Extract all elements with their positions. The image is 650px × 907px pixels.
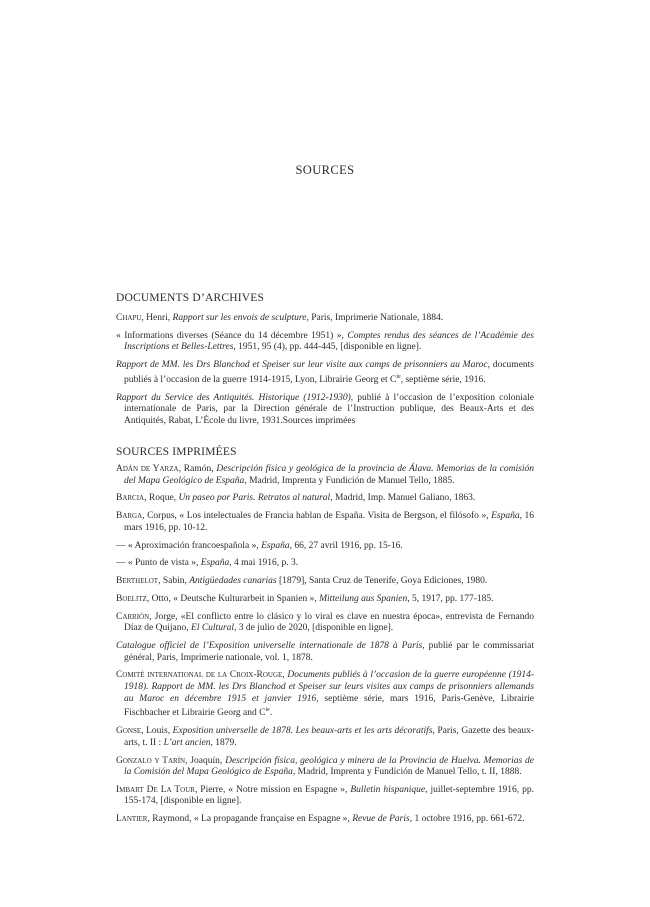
bibliography-entry	[116, 612, 534, 635]
entry-text-run: Descripción física, geológica y minera de la Provincia de Huelva. Memorias de la Comisión del Mapa Geológico de España	[124, 755, 534, 778]
entry-author: Gonse	[116, 726, 142, 737]
bibliography-entry	[116, 493, 534, 505]
entry-text-run: Rapport du Service des Antiquités. Historique (1912-1930)	[116, 392, 351, 403]
bibliography-entry	[116, 331, 534, 354]
bibliography-entry	[116, 313, 534, 325]
entry-author: Berthelot	[116, 576, 159, 587]
entry-text-run: , septième série, 1916.	[400, 374, 486, 385]
entry-text-run: , Louis,	[141, 726, 173, 737]
entry-author: Barga	[116, 511, 143, 522]
printed-sources-entry-list	[116, 464, 534, 832]
entry-author: Boelitz	[116, 593, 147, 604]
entry-text-run: ie	[265, 707, 270, 714]
entry-text-run: , Joaquín,	[185, 755, 226, 766]
entry-text-run: , Pierre, « Notre mission en Espagne »,	[194, 784, 351, 795]
entry-author: Adán de Yarza	[116, 464, 179, 474]
entry-text-run: — « Aproximación francoespañola »,	[116, 540, 262, 551]
entry-text-run: — « Punto de vista »,	[116, 558, 201, 569]
section-heading-printed-sources: SOURCES IMPRIMÉES	[116, 446, 237, 458]
bibliography-entry	[116, 594, 534, 606]
entry-text-run: , Ramón,	[178, 464, 217, 474]
bibliography-entry	[116, 670, 534, 720]
bibliography-entry	[116, 511, 534, 534]
bibliography-entry	[116, 541, 534, 553]
bibliography-entry	[116, 756, 534, 779]
entry-text-run: ie	[396, 373, 401, 380]
entry-text-run: [1879], Santa Cruz de Tenerife, Goya Ediciones, 1980.	[276, 576, 488, 587]
entry-text-run: « Informations diverses (Séance du 14 décembre 1951) »,	[116, 330, 348, 341]
entry-text-run: Documents publiés à l’occasion de la guerre européenne (1914-1918). Rapport de MM. les Drs Blanchod et Speiser sur leurs visites aux camps de prisonniers allemands au Maroc en décembre 1915 et janvier 1916	[124, 670, 535, 704]
entry-text-run: , 1 octobre 1916, pp. 661-672.	[409, 814, 525, 825]
entry-text-run: Comptes rendus des séances de l’Académie des Inscriptions et Belles-Lettres	[124, 330, 534, 353]
entry-text-run: Catalogue officiel de l’Exposition universelle internationale de 1878 à Paris	[116, 641, 423, 652]
bibliography-entry	[116, 814, 534, 826]
entry-text-run: , Madrid, Imprenta y Fundición de Manuel Tello, t. II, 1888.	[292, 767, 522, 778]
bibliography-entry	[116, 576, 534, 588]
entry-text-run: , publié par le commissariat général, Paris, Imprimerie nationale, vol. 1, 1878.	[124, 641, 534, 663]
entry-text-run: , Sabin,	[158, 576, 190, 587]
entry-text-run: El Cultural	[191, 623, 235, 634]
entry-text-run: , 1951, 95 (4), pp. 444-445, [disponible en ligne].	[233, 342, 422, 353]
entry-text-run: , Otto, « Deutsche Kulturarbeit in Spanien »,	[146, 593, 320, 604]
entry-text-run: Revue de Paris	[352, 814, 410, 825]
entry-author: Lantier	[116, 814, 148, 825]
entry-text-run: Exposition universelle de 1878. Les beaux-arts et les arts décoratifs	[172, 726, 433, 737]
entry-text-run: Rapport sur les envois de sculpture	[172, 313, 307, 323]
entry-text-run: Mitteilung aus Spanien	[319, 593, 408, 604]
entry-author: Carrión	[116, 611, 150, 622]
entry-text-run: L’art ancien	[163, 737, 211, 748]
entry-text-run: , Madrid, Imprenta y Fundición de Manuel Tello, 1885.	[244, 475, 455, 486]
entry-text-run: Un paseo por Paris. Retratos al natural	[178, 493, 331, 504]
entry-text-run: , 66, 27 avril 1916, pp. 15-16.	[289, 540, 403, 551]
entry-text-run: , Roque,	[144, 493, 179, 504]
entry-text-run: , Raymond, « La propagande française en Espagne »,	[147, 814, 353, 825]
bibliography-entry	[116, 726, 534, 749]
entry-text-run: , 4 mai 1916, p. 3.	[229, 558, 299, 569]
entry-text-run: , septième série, mars 1916, Paris-Genève, Librairie Fischbacher et Librairie Georg and C	[124, 693, 535, 719]
entry-text-run: Rapport de MM. les Drs Blanchod et Speiser sur leur visite aux camps de prisonniers au Maroc	[116, 360, 488, 371]
entry-author: Chapu	[116, 313, 142, 323]
entry-text-run: Antigüedades canarias	[189, 576, 277, 587]
bibliography-entry	[116, 360, 534, 386]
entry-text-run: .	[269, 708, 273, 719]
entry-text-run: España	[491, 511, 520, 522]
entry-text-run: , Paris, Gazette des beaux-arts, t. II :	[124, 726, 534, 748]
entry-text-run: España	[261, 540, 290, 551]
entry-text-run: , Madrid, Imp. Manuel Galiano, 1863.	[330, 493, 476, 504]
entry-text-run: España	[200, 558, 230, 569]
entry-author: Gonzalo y Tarín	[116, 755, 186, 766]
bibliography-entry	[116, 464, 534, 487]
bibliography-entry	[116, 558, 534, 570]
archives-entry-list	[116, 313, 534, 434]
page-title: SOURCES	[295, 163, 355, 177]
entry-text-run: , Corpus, « Los intelectuales de Francia hablan de España. Visita de Bergson, el filósofo »,	[142, 511, 492, 522]
entry-text-run: ,	[282, 670, 288, 681]
bibliography-entry	[116, 785, 534, 808]
entry-text-run: , 16 mars 1916, pp. 10-12.	[124, 511, 535, 533]
entry-author: Comité international de la Croix-Rouge	[116, 670, 283, 681]
section-heading-archives: DOCUMENTS D’ARCHIVES	[116, 292, 265, 304]
entry-text-run: , publié à l’occasion de l’exposition coloniale internationale de Paris, par la Direction générale de l’Instruction publique, des Beaux-Arts et des Antiquités, Rabat, L’École du livre, 1931.Sources imprimées	[124, 392, 534, 426]
entry-text-run: , juillet-septembre 1916, pp. 155-174, [disponible en ligne].	[124, 784, 535, 807]
entry-author: Imbart De La Tour	[116, 784, 195, 795]
entry-text-run: Bulletin hispanique	[350, 784, 426, 795]
entry-text-run: , Henri,	[141, 313, 173, 323]
entry-text-run: , documents publiés à l’occasion de la guerre 1914-1915, Lyon, Librairie Georg et C	[124, 360, 534, 385]
entry-text-run: , Paris, Imprimerie Nationale, 1884.	[306, 313, 444, 323]
entry-text-run: Descripción física y geológica de la provincia de Álava. Memorias de la comisión del Mapa Geológico de España	[124, 464, 534, 486]
entry-text-run: , 5, 1917, pp. 177-185.	[407, 593, 494, 604]
entry-text-run: , Jorge, «El conflicto entre lo clásico y lo viral es clave en nuestra época», entrevista de Fernando Díaz de Quijano,	[124, 611, 534, 634]
entry-author: Barcia	[116, 493, 145, 504]
bibliography-entry	[116, 641, 534, 664]
entry-text-run: , 1879.	[210, 737, 237, 748]
entry-text-run: , 3 de julio de 2020, [disponible en ligne].	[234, 623, 394, 634]
bibliography-entry	[116, 393, 534, 428]
